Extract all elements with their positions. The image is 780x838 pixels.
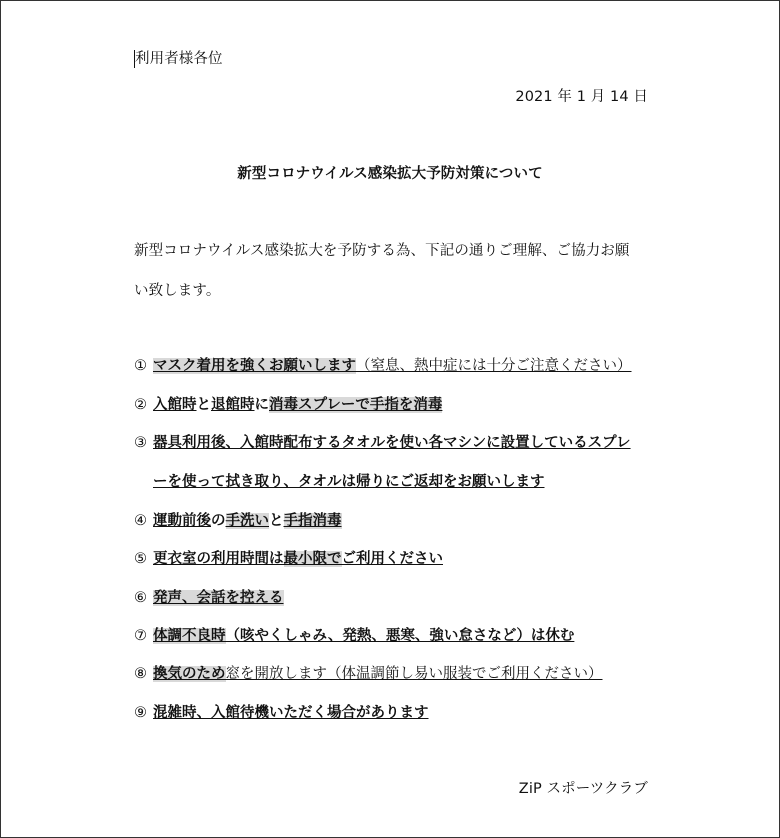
document-title: [1, 164, 779, 184]
item-text: ご利用ください: [341, 551, 443, 567]
list-item-1: [134, 356, 632, 376]
item-text: ーを使って拭き取り、タオルは帰りにご返却をお願いします: [153, 474, 545, 490]
item-text: 体調不良時: [153, 628, 226, 644]
intro-line-1: 新型コロナウイルス感染拡大を予防する為、下記の通りご理解、ご協力お願: [134, 243, 630, 259]
item-text: 入館時: [153, 397, 197, 413]
list-item-3-continuation: [153, 472, 545, 492]
item-text: 消毒スプレーで手指を消毒: [269, 397, 443, 413]
item-number: ④: [134, 513, 147, 529]
list-item-9: [134, 703, 429, 723]
list-item-2: [134, 395, 442, 415]
item-number: ⑦: [134, 628, 147, 644]
item-text: 手洗い: [225, 513, 269, 529]
list-item-5: [134, 549, 443, 569]
item-text: マスク着用を強くお願いします: [153, 358, 356, 374]
signature: ZiP スポーツクラブ: [518, 781, 648, 797]
item-text: 窓を開放します（体温調節し易い服装でご利用ください）: [225, 666, 603, 682]
item-text: 発声、会話を控える: [153, 590, 284, 606]
item-number: ⑨: [134, 705, 147, 721]
item-text: 混雑時、入館待機いただく場合があります: [153, 705, 429, 721]
item-number: ⑤: [134, 551, 147, 567]
item-text: 器具利用後、入館時配布するタオルを使い各マシンに設置しているスプレ: [153, 435, 631, 451]
item-text: と: [196, 397, 211, 413]
item-number: ③: [134, 435, 147, 451]
salutation: 利用者様各位: [135, 51, 223, 67]
item-text: （窒息、熱中症には十分ご注意ください）: [356, 358, 632, 374]
item-text: （咳やくしゃみ、発熱、悪寒、強い怠さなど）は休む: [225, 628, 575, 644]
list-item-7: [134, 626, 574, 646]
document-date: 2021 年 1 月 14 日: [515, 89, 648, 105]
item-number: ⑧: [134, 666, 147, 682]
item-text: の: [211, 513, 226, 529]
list-item-8: [134, 664, 603, 684]
item-number: ①: [134, 358, 147, 374]
title-text: 新型コロナウイルス感染拡大予防対策について: [237, 166, 543, 182]
item-number: ⑥: [134, 590, 147, 606]
item-number: ②: [134, 397, 147, 413]
item-text: 運動前後: [153, 513, 211, 529]
intro-line-2: い致します。: [134, 283, 221, 299]
list-item-6: [134, 588, 284, 608]
item-text: 手指消毒: [283, 513, 342, 529]
item-text: に: [254, 397, 269, 413]
item-text: 退館時: [211, 397, 255, 413]
item-text: 最小限で: [283, 551, 342, 567]
list-item-4: [134, 511, 342, 531]
list-item-3: [134, 433, 631, 453]
item-text: 換気のため: [153, 666, 226, 682]
item-text: 更衣室の利用時間は: [153, 551, 284, 567]
item-text: と: [269, 513, 284, 529]
